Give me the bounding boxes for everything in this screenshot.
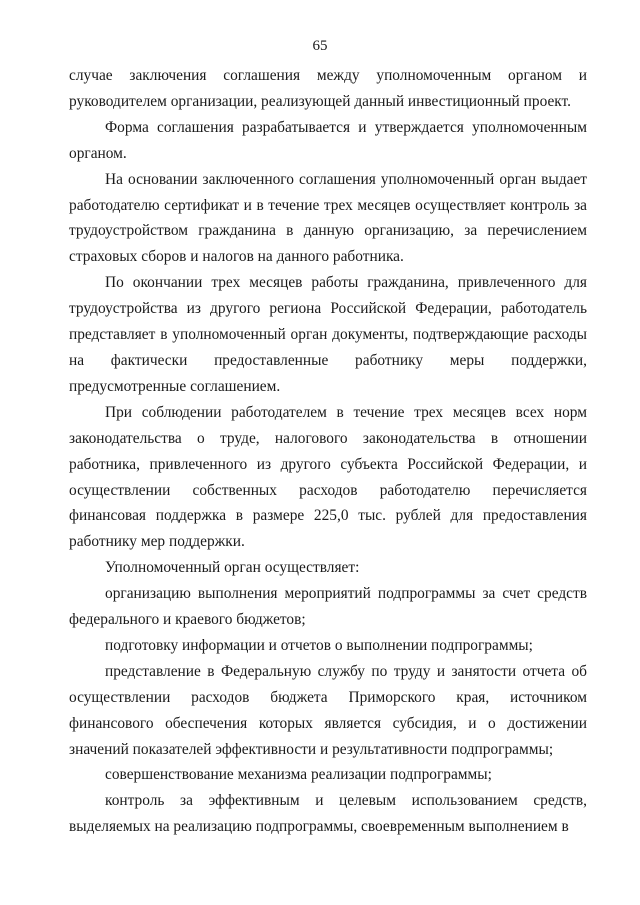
list-item: представление в Федеральную службу по труду и занятости отчета об осуществлении расходов бюджета Приморского края, источником финансового обеспечения которых является субсидия, и о достижении значений показателей эффективности и результативности подпрограммы;	[69, 662, 587, 758]
paragraph: При соблюдении работодателем в течение трех месяцев всех норм законодательства о труде, налогового законодательства в отношении работника, привлеченного из другого субъекта Российской Федерации, и осуществлении собственных расходов работодателю перечисляется финансовая поддержка в размере 225,0 тыс. рублей для предоставления работнику мер поддержки.	[69, 403, 587, 551]
list-item: совершенствование механизма реализации подпрограммы;	[105, 766, 492, 784]
paragraph: По окончании трех месяцев работы гражданина, привлеченного для трудоустройства из другого региона Российской Федерации, работодатель представляет в уполномоченный орган документы, подтверждающие расходы на фактически предоставленные работнику меры поддержки, предусмотренные соглашением.	[69, 274, 587, 395]
list-item: организацию выполнения мероприятий подпрограммы за счет средств федерального и краевого бюджетов;	[69, 585, 587, 629]
page-number: 65	[312, 38, 328, 54]
list-item: контроль за эффективным и целевым использованием средств, выделяемых на реализацию подпрограммы, своевременным выполнением в	[69, 792, 587, 836]
paragraph-continuation: случае заключения соглашения между уполномоченным органом и руководителем организации, реализующей данный инвестиционный проект.	[69, 67, 587, 110]
paragraph: Форма соглашения разрабатывается и утверждается уполномоченным органом.	[69, 118, 587, 162]
paragraph: Уполномоченный орган осуществляет:	[105, 559, 360, 577]
paragraph: На основании заключенного соглашения уполномоченный орган выдает работодателю сертификат и в течение трех месяцев осуществляет контроль за трудоустройством гражданина в данную организацию, за перечислением страховых сборов и налогов на данного работника.	[69, 170, 587, 266]
list-item: подготовку информации и отчетов о выполнении подпрограммы;	[105, 636, 533, 654]
body-text	[69, 63, 587, 840]
